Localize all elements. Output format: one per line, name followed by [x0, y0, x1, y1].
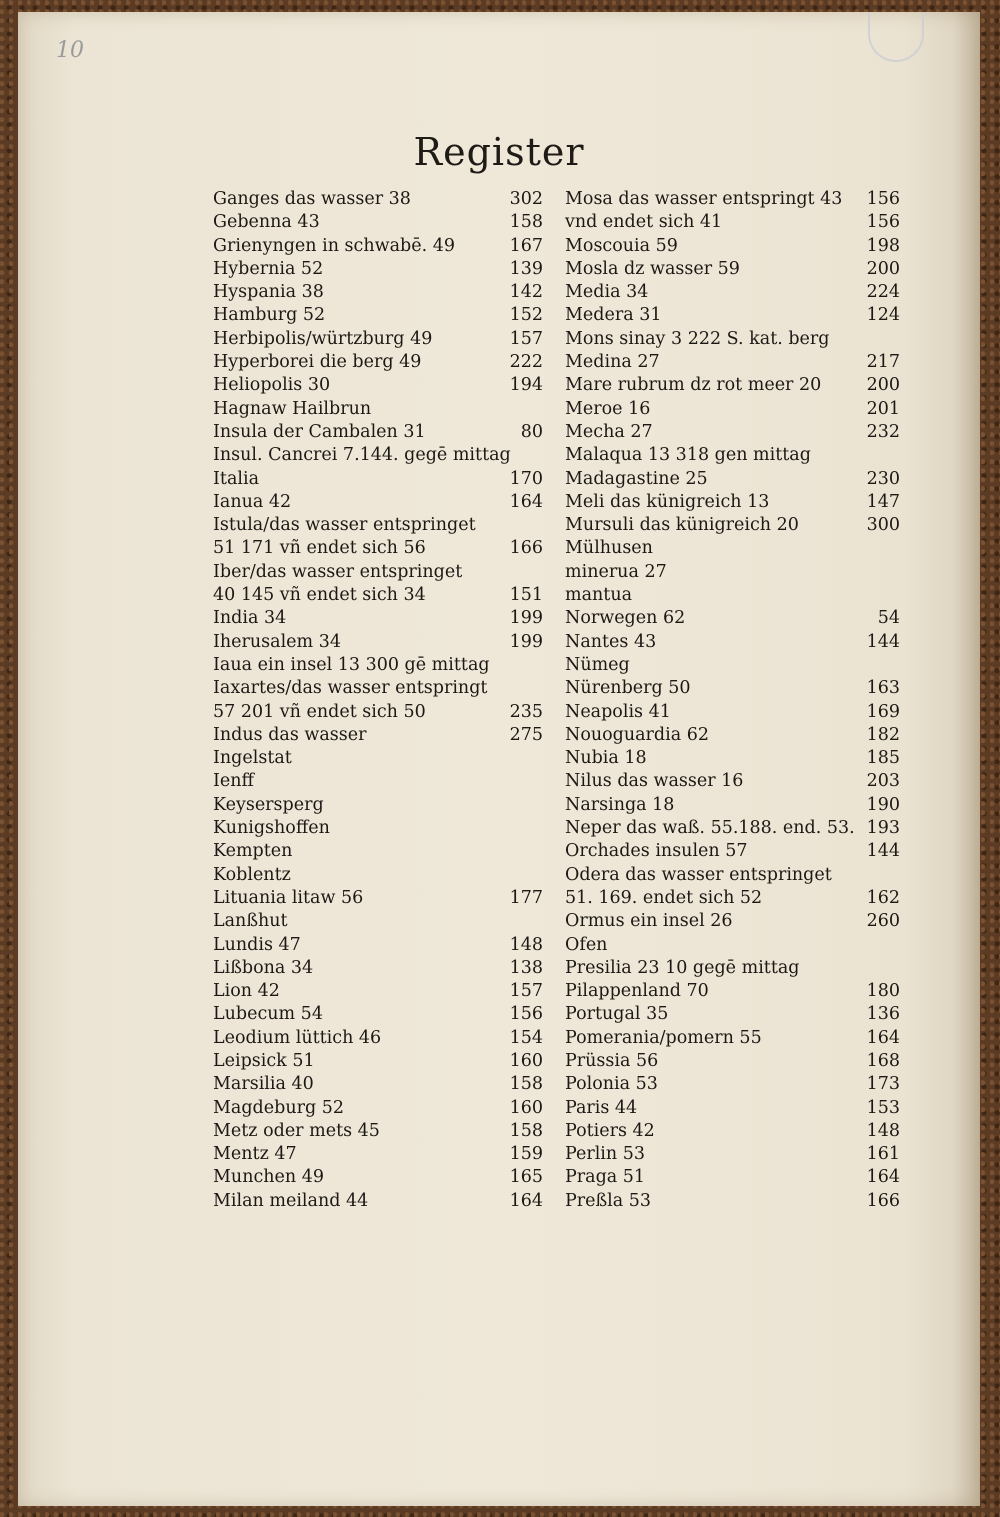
- entry-page-number: 232: [866, 421, 900, 442]
- register-entry: [565, 747, 900, 770]
- entry-text: Mons sinay 3 222 S. kat. berg: [565, 328, 830, 349]
- register-entry: [565, 374, 900, 397]
- register-entry: [213, 188, 543, 211]
- entry-text: Hagnaw Hailbrun: [213, 398, 372, 419]
- entry-text: Medina 27: [565, 352, 660, 373]
- register-entry: [565, 724, 900, 747]
- entry-text: 40 145 vñ endet sich 34: [213, 585, 426, 606]
- entry-page-number: 153: [866, 1097, 900, 1118]
- register-entry: [213, 281, 543, 304]
- entry-text: Hyspania 38: [213, 282, 324, 303]
- register-entry: [213, 910, 543, 933]
- entry-page-number: 80: [520, 421, 543, 442]
- entry-page-number: 144: [866, 631, 900, 652]
- entry-page-number: 182: [866, 724, 900, 745]
- entry-text: Nilus das wasser 16: [565, 771, 744, 792]
- register-entry: [213, 211, 543, 234]
- register-entry: [565, 677, 900, 700]
- register-entry: [565, 328, 900, 351]
- register-entry: [213, 398, 543, 421]
- entry-page-number: 167: [509, 235, 543, 256]
- entry-text: Keysersperg: [213, 794, 324, 815]
- entry-text: Preßla 53: [565, 1190, 652, 1211]
- register-entry: [213, 1120, 543, 1143]
- entry-page-number: 156: [866, 212, 900, 233]
- entry-text: Ganges das wasser 38: [213, 189, 411, 209]
- register-entry: [213, 491, 543, 514]
- entry-text: Metz oder mets 45: [213, 1120, 380, 1141]
- entry-page-number: 200: [866, 375, 900, 396]
- entry-page-number: 151: [509, 585, 543, 606]
- entry-page-number: 199: [509, 631, 543, 652]
- entry-page-number: 138: [509, 957, 543, 978]
- entry-text: Ofen: [565, 934, 608, 955]
- entry-page-number: 260: [866, 911, 900, 932]
- register-entry: [213, 677, 543, 700]
- paper-clip-icon: [868, 12, 924, 62]
- entry-page-number: 203: [866, 771, 900, 792]
- entry-page-number: 198: [866, 235, 900, 256]
- entry-text: Meroe 16: [565, 398, 651, 419]
- register-entry: [565, 351, 900, 374]
- entry-text: Portugal 35: [565, 1004, 669, 1025]
- register-entry: [213, 1166, 543, 1189]
- entry-text: Nürenberg 50: [565, 678, 691, 699]
- entry-page-number: 164: [509, 1190, 543, 1211]
- register-entry: [565, 235, 900, 258]
- entry-page-number: 163: [866, 678, 900, 699]
- register-entry: [565, 468, 900, 491]
- folio-number: 10: [56, 38, 84, 63]
- register-entry: [565, 607, 900, 630]
- entry-text: Lubecum 54: [213, 1004, 323, 1025]
- register-entry: [213, 584, 543, 607]
- register-entry: [213, 701, 543, 724]
- register-entry: [213, 328, 543, 351]
- entry-text: Iber/das wasser entspringet: [213, 561, 463, 582]
- entry-page-number: 222: [509, 352, 543, 373]
- entry-text: Mursuli das künigreich 20: [565, 515, 799, 536]
- entry-page-number: 200: [866, 258, 900, 279]
- register-entry: [213, 631, 543, 654]
- entry-text: Ienff: [213, 771, 254, 792]
- entry-text: Pilappenland 70: [565, 981, 709, 1002]
- entry-text: Madagastine 25: [565, 468, 708, 489]
- entry-text: Paris 44: [565, 1097, 638, 1118]
- register-column-right: [565, 188, 900, 1213]
- entry-text: Nouoguardia 62: [565, 724, 709, 745]
- register-entry: [213, 887, 543, 910]
- entry-text: minerua 27: [565, 561, 667, 582]
- entry-text: 51. 169. endet sich 52: [565, 887, 763, 908]
- register-entry: [213, 607, 543, 630]
- register-entry: [565, 957, 900, 980]
- entry-page-number: 201: [866, 398, 900, 419]
- entry-page-number: 170: [509, 468, 543, 489]
- register-entry: [213, 747, 543, 770]
- entry-page-number: 166: [866, 1190, 900, 1211]
- entry-text: Polonia 53: [565, 1074, 658, 1095]
- entry-page-number: 54: [877, 608, 900, 629]
- register-entry: [213, 444, 543, 467]
- register-entry: [213, 374, 543, 397]
- register-entry: [213, 304, 543, 327]
- entry-text: Medera 31: [565, 305, 662, 326]
- entry-page-number: 157: [509, 328, 543, 349]
- entry-text: Munchen 49: [213, 1167, 324, 1188]
- entry-page-number: 177: [509, 887, 543, 908]
- entry-page-number: 224: [866, 282, 900, 303]
- entry-text: Neper das waß. 55.188. end. 53.: [565, 818, 855, 839]
- entry-page-number: 173: [866, 1074, 900, 1095]
- register-entry: [565, 817, 900, 840]
- entry-text: Kempten: [213, 841, 293, 862]
- register-entry: [213, 840, 543, 863]
- entry-text: Hybernia 52: [213, 258, 324, 279]
- entry-page-number: 148: [866, 1120, 900, 1141]
- entry-text: Leipsick 51: [213, 1050, 315, 1071]
- entry-text: Istula/das wasser entspringet: [213, 515, 476, 536]
- register-entry: [565, 1166, 900, 1189]
- entry-text: Orchades insulen 57: [565, 841, 748, 862]
- register-entry: [565, 934, 900, 957]
- register-entry: [565, 701, 900, 724]
- register-entry: [565, 1190, 900, 1213]
- entry-page-number: 159: [509, 1144, 543, 1165]
- entry-text: Perlin 53: [565, 1144, 646, 1165]
- register-entry: [565, 1073, 900, 1096]
- entry-text: Leodium lüttich 46: [213, 1027, 382, 1048]
- register-entry: [565, 421, 900, 444]
- entry-page-number: 156: [866, 189, 900, 209]
- entry-page-number: 139: [509, 258, 543, 279]
- entry-text: Hamburg 52: [213, 305, 326, 326]
- register-entry: [213, 934, 543, 957]
- entry-text: Insul. Cancrei 7.144. gegē mittag: [213, 445, 511, 466]
- register-entry: [565, 1097, 900, 1120]
- entry-text: Iaua ein insel 13 300 gē mittag: [213, 654, 490, 675]
- register-entry: [565, 631, 900, 654]
- register-entry: [213, 957, 543, 980]
- entry-text: Italia: [213, 468, 260, 489]
- entry-text: Lituania litaw 56: [213, 887, 364, 908]
- page-title: Register: [413, 130, 585, 174]
- register-entry: [565, 398, 900, 421]
- entry-text: Lißbona 34: [213, 957, 314, 978]
- register-entry: [213, 864, 543, 887]
- entry-page-number: 164: [866, 1167, 900, 1188]
- register-column-left: [213, 188, 543, 1213]
- entry-text: Lanßhut: [213, 911, 288, 932]
- entry-page-number: 142: [509, 282, 543, 303]
- register-entry: [213, 654, 543, 677]
- entry-page-number: 190: [866, 794, 900, 815]
- register-entry: [565, 561, 900, 584]
- entry-page-number: 230: [866, 468, 900, 489]
- entry-text: Iaxartes/das wasser entspringt: [213, 678, 488, 699]
- entry-text: Pomerania/pomern 55: [565, 1027, 762, 1048]
- entry-page-number: 194: [509, 375, 543, 396]
- entry-page-number: 168: [866, 1050, 900, 1071]
- register-entry: [213, 1073, 543, 1096]
- entry-page-number: 162: [866, 887, 900, 908]
- entry-page-number: 124: [866, 305, 900, 326]
- register-entry: [213, 514, 543, 537]
- book-page: [18, 12, 980, 1506]
- entry-text: Odera das wasser entspringet: [565, 864, 832, 885]
- register-entry: [213, 770, 543, 793]
- register-entry: [565, 1027, 900, 1050]
- entry-page-number: 158: [509, 1074, 543, 1095]
- entry-page-number: 193: [866, 818, 900, 839]
- register-entry: [213, 421, 543, 444]
- register-entry: [213, 1097, 543, 1120]
- entry-text: mantua: [565, 585, 633, 606]
- register-entry: [213, 1027, 543, 1050]
- entry-text: Magdeburg 52: [213, 1097, 344, 1118]
- entry-page-number: 302: [509, 189, 543, 209]
- entry-text: Mecha 27: [565, 421, 653, 442]
- register-entry: [213, 980, 543, 1003]
- entry-text: Norwegen 62: [565, 608, 686, 629]
- entry-text: Nümeg: [565, 654, 630, 675]
- register-entry: [565, 537, 900, 560]
- entry-page-number: 185: [866, 748, 900, 769]
- register-entry: [565, 654, 900, 677]
- entry-text: Mare rubrum dz rot meer 20: [565, 375, 822, 396]
- register-entry: [213, 1050, 543, 1073]
- entry-text: Heliopolis 30: [213, 375, 331, 396]
- entry-page-number: 160: [509, 1097, 543, 1118]
- register-entry: [565, 584, 900, 607]
- entry-text: Mülhusen: [565, 538, 653, 559]
- entry-text: India 34: [213, 608, 287, 629]
- entry-page-number: 158: [509, 1120, 543, 1141]
- entry-page-number: 160: [509, 1050, 543, 1071]
- register-entry: [213, 1190, 543, 1213]
- register-entry: [213, 1003, 543, 1026]
- register-entry: [565, 1050, 900, 1073]
- entry-text: Iherusalem 34: [213, 631, 341, 652]
- entry-page-number: 154: [509, 1027, 543, 1048]
- register-entry: [213, 1143, 543, 1166]
- register-entry: [213, 724, 543, 747]
- register-entry: [565, 211, 900, 234]
- register-entry: [213, 468, 543, 491]
- entry-text: Herbipolis/würtzburg 49: [213, 328, 433, 349]
- entry-text: Gebenna 43: [213, 212, 320, 233]
- entry-text: Narsinga 18: [565, 794, 675, 815]
- entry-text: Presilia 23 10 gegē mittag: [565, 957, 800, 978]
- entry-text: Ormus ein insel 26: [565, 911, 733, 932]
- entry-page-number: 169: [866, 701, 900, 722]
- entry-page-number: 158: [509, 212, 543, 233]
- entry-page-number: 180: [866, 981, 900, 1002]
- register-entry: [565, 1003, 900, 1026]
- entry-text: Hyperborei die berg 49: [213, 352, 422, 373]
- entry-text: Milan meiland 44: [213, 1190, 369, 1211]
- register-entry: [565, 1120, 900, 1143]
- entry-page-number: 164: [866, 1027, 900, 1048]
- register-entry: [213, 235, 543, 258]
- entry-text: Prüssia 56: [565, 1050, 659, 1071]
- entry-text: Mosa das wasser entspringt 43: [565, 189, 843, 209]
- entry-text: Ingelstat: [213, 748, 292, 769]
- entry-text: Insula der Cambalen 31: [213, 421, 426, 442]
- entry-text: Meli das künigreich 13: [565, 491, 770, 512]
- register-entry: [565, 304, 900, 327]
- entry-page-number: 136: [866, 1004, 900, 1025]
- register-entry: [565, 887, 900, 910]
- entry-page-number: 235: [509, 701, 543, 722]
- entry-page-number: 152: [509, 305, 543, 326]
- register-entry: [565, 514, 900, 537]
- entry-text: Lundis 47: [213, 934, 301, 955]
- register-entry: [213, 794, 543, 817]
- register-entry: [213, 537, 543, 560]
- page-edge-shadow: [952, 12, 980, 1506]
- register-entry: [565, 770, 900, 793]
- entry-text: vnd endet sich 41: [565, 212, 723, 233]
- entry-text: Mentz 47: [213, 1144, 297, 1165]
- register-entry: [565, 491, 900, 514]
- entry-page-number: 161: [866, 1144, 900, 1165]
- entry-page-number: 144: [866, 841, 900, 862]
- entry-text: 57 201 vñ endet sich 50: [213, 701, 426, 722]
- register-entry: [565, 281, 900, 304]
- register-entry: [565, 188, 900, 211]
- entry-text: Koblentz: [213, 864, 291, 885]
- entry-text: Nubia 18: [565, 748, 647, 769]
- register-entry: [213, 817, 543, 840]
- entry-page-number: 156: [509, 1004, 543, 1025]
- entry-page-number: 147: [866, 491, 900, 512]
- entry-page-number: 217: [866, 352, 900, 373]
- entry-text: Potiers 42: [565, 1120, 655, 1141]
- entry-text: Ianua 42: [213, 491, 292, 512]
- register-entry: [213, 561, 543, 584]
- entry-text: Media 34: [565, 282, 649, 303]
- entry-page-number: 148: [509, 934, 543, 955]
- entry-page-number: 166: [509, 538, 543, 559]
- entry-text: Nantes 43: [565, 631, 657, 652]
- register-entry: [565, 794, 900, 817]
- entry-text: Grienyngen in schwabē. 49: [213, 235, 455, 256]
- entry-text: Marsilia 40: [213, 1074, 314, 1095]
- entry-page-number: 199: [509, 608, 543, 629]
- entry-text: Mosla dz wasser 59: [565, 258, 740, 279]
- entry-text: Praga 51: [565, 1167, 646, 1188]
- entry-text: 51 171 vñ endet sich 56: [213, 538, 426, 559]
- entry-page-number: 275: [509, 724, 543, 745]
- entry-page-number: 157: [509, 981, 543, 1002]
- entry-text: Malaqua 13 318 gen mittag: [565, 445, 811, 466]
- entry-text: Indus das wasser: [213, 724, 367, 745]
- entry-page-number: 300: [866, 515, 900, 536]
- register-entry: [213, 351, 543, 374]
- register-entry: [565, 444, 900, 467]
- entry-page-number: 164: [509, 491, 543, 512]
- register-entry: [565, 840, 900, 863]
- register-entry: [565, 1143, 900, 1166]
- entry-text: Lion 42: [213, 981, 280, 1002]
- entry-text: Moscouia 59: [565, 235, 678, 256]
- entry-text: Neapolis 41: [565, 701, 671, 722]
- register-entry: [565, 864, 900, 887]
- register-entry: [565, 910, 900, 933]
- entry-page-number: 165: [509, 1167, 543, 1188]
- register-entry: [213, 258, 543, 281]
- register-entry: [565, 980, 900, 1003]
- register-entry: [565, 258, 900, 281]
- entry-text: Kunigshoffen: [213, 818, 330, 839]
